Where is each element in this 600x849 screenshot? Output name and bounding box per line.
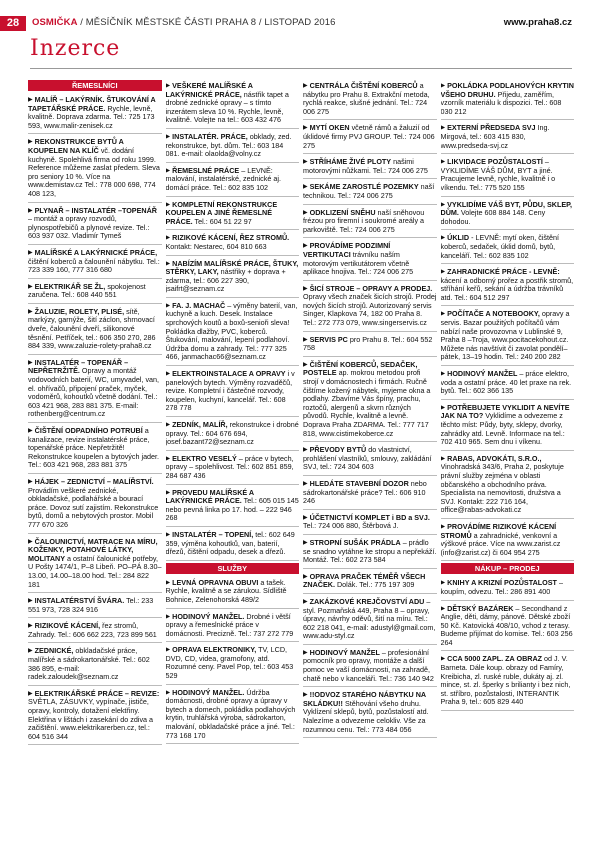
brand-name: OSMIČKA — [32, 17, 78, 28]
bullet-triangle-icon: ▶ — [28, 478, 33, 485]
bullet-triangle-icon: ▶ — [28, 283, 33, 290]
ad-headline: PROVEDU MALÍŘSKÉ A LAKÝRNICKÉ PRÁCE. — [165, 487, 254, 506]
bullet-triangle-icon: ▶ — [28, 97, 33, 103]
ad-headline: ŠICÍ STROJE – OPRAVY A PRODEJ. — [309, 283, 433, 293]
ads-column-1 — [28, 80, 162, 845]
ad-headline: FA. J. MACHAČ — [172, 300, 226, 310]
classified-ad — [166, 232, 300, 255]
ad-body: nebo sádrokartonářské práce? Tel.: 606 910 246 — [303, 478, 427, 506]
ad-headline: ELEKTROINSTALACE A OPRAVY — [172, 369, 286, 379]
ad-body: – prádlo se snadno vytáhne ke stropu a nepřekáží. Montáž. Tel.: 602 273 584 — [303, 537, 437, 565]
classified-ad — [28, 247, 162, 279]
ad-body: Opravy a montáž vodovodních baterií, WC, umyvadel, van, el. ohřívačů, připojení praček, myček, vodoměrů, kohoutků včetně dodání. Tel.: 603 421 968, 283 881 375. E-mail: rothenberg@centrum.cz — [28, 366, 160, 419]
classified-ad — [303, 478, 437, 510]
ad-headline: PŘEVODY BYTŮ — [309, 445, 367, 455]
ad-headline: INSTALATÉR. PRÁCE, — [172, 131, 248, 141]
ad-headline: EXTERNÍ PŘEDSEDA SVJ — [447, 123, 536, 133]
category-header: ŘEMESLNÍCI — [28, 80, 162, 91]
bullet-triangle-icon: ▶ — [165, 531, 171, 538]
ad-headline: STROPNÍ SUŠÁK PRÁDLA — [309, 537, 401, 547]
classified-ad — [28, 688, 162, 746]
ad-body: tel.: 602 649 359, výměna kohoutků, van, baterií, dřezů, čištění odpadu, desek a dřezů. — [165, 529, 295, 557]
ad-headline: OPRAVA ELEKTRONIKY, — [172, 645, 257, 655]
classified-ad — [166, 577, 300, 609]
bullet-triangle-icon: ▶ — [165, 201, 171, 208]
ad-headline: VYKLIDÍME VÁŠ BYT, PŮDU, SKLEP, DŮM. — [440, 199, 572, 218]
ad-headline: HLEDÁTE STAVEBNÍ DOZOR — [309, 478, 409, 488]
ad-headline: NABÍZÍM MALÍŘSKÉ PRÁCE, ŠTUKY, STĚRKY, LAKY, — [165, 258, 299, 277]
ad-body: včetně rámů a žaluzií od úklidové firmy PVJ GROUP. Tel.: 724 006 275 — [303, 123, 435, 150]
ad-body: naší sněhovou frézou pro firemní i soukromé areály a parkoviště. Tel.: 724 006 275 — [303, 207, 425, 234]
classified-ad — [441, 577, 575, 600]
classified-ad — [303, 240, 437, 280]
ad-body: Přijedu, zaměřím, vzorník materiálu k dispozici. Tel.: 608 030 212 — [440, 89, 562, 116]
ad-headline: ZAHRADNICKÉ PRÁCE - LEVNĚ: — [447, 267, 560, 277]
bullet-triangle-icon: ▶ — [165, 83, 171, 89]
ad-headline: POKLÁDKA PODLAHOVÝCH KRYTIN VŠEHO DRUHU. — [440, 81, 574, 99]
bullet-triangle-icon: ▶ — [28, 359, 33, 366]
bullet-triangle-icon: ▶ — [440, 580, 446, 587]
bullet-triangle-icon: ▶ — [165, 489, 171, 496]
classified-ad — [28, 620, 162, 643]
ad-headline: MALÍŘ – LAKÝRNÍK. ŠTUKOVÁNÍ A TAPETÁŘSKÉ PRÁCE. — [28, 95, 156, 113]
bullet-triangle-icon: ▶ — [165, 647, 171, 654]
ad-body: pro Prahu 8. Tel.: 604 552 758 — [303, 334, 433, 353]
category-header: NÁKUP – PRODEJ — [441, 563, 575, 574]
ad-body: Rychle, levně, kvalitně. Doprava zdarma. Tel.: 725 173 593, www.malir-zenisek.cz — [28, 103, 155, 130]
classified-ad — [166, 487, 300, 527]
bullet-triangle-icon: ▶ — [28, 207, 33, 214]
ad-headline: ELEKTRIKÁŘ SE ŽL, — [34, 281, 106, 291]
classified-ad — [166, 300, 300, 366]
ad-headline: ELEKTRIKÁŘSKÉ PRÁCE – REVIZE: — [34, 688, 160, 698]
ad-headline: !!ODVOZ STARÉHO NÁBYTKU NA SKLÁDKU!! — [303, 690, 426, 708]
ad-body: - LEVNĚ: mytí oken, čištění koberců, sedaček, úklid domů, bytů, kanceláří. Tel.: 602 835 102 — [440, 233, 559, 260]
bullet-triangle-icon: ▶ — [165, 455, 171, 462]
ad-body: a kanalizace, revize instalatérské práce, topenářské práce. Nepřetržitě! Rekonstrukce koupelen a bytových jader. Tel.: 603 421 968, 283 881 375 — [28, 426, 160, 470]
ad-body: a tašek. Rychle, kvalitně a se zárukou. Sídliště Bohnice, Zelenohorská 489/2 — [165, 577, 287, 604]
bullet-triangle-icon: ▶ — [303, 692, 308, 699]
ad-headline: VEŠKERÉ MALÍŘSKÉ A LAKÝRNICKÉ PRÁCE, — [165, 81, 253, 99]
classified-ad — [303, 647, 437, 687]
bullet-triangle-icon: ▶ — [165, 167, 171, 174]
ad-body: sítě, markýzy, garnýže, šití záclon, shrnovací dveře, čalounění dveří, silikonové těsnění. Petříček, tel.: 606 350 270, 286 884 339, www.zaluzie-rolety-praha8.cz — [28, 306, 156, 351]
classified-ad — [303, 596, 437, 645]
ad-body: kácení a odborný prořez a postřik stromů, stříhání keřů, sekání a údržba trávníků atd. Tel.: 604 512 297 — [440, 275, 574, 302]
bullet-triangle-icon: ▶ — [440, 125, 446, 132]
bullet-triangle-icon: ▶ — [303, 125, 308, 132]
classified-ad — [441, 232, 575, 264]
bullet-triangle-icon: ▶ — [165, 235, 171, 242]
ad-headline: REKONSTRUKCE BYTŮ A KOUPELEN NA KLÍČ — [28, 137, 124, 155]
ad-headline: ŽALUZIE, ROLETY, PLISÉ, — [34, 306, 125, 316]
ad-headline: ÚČETNICTVÍ KOMPLET i BD a SVJ. — [309, 512, 430, 522]
ad-headline: MALÍŘSKÉ A LAKÝRNICKÉ PRÁCE, — [34, 247, 158, 257]
ad-body: čištění koberců a čalounění nábytku. Tel.: 723 339 160, 777 316 680 — [28, 256, 160, 275]
bullet-triangle-icon: ▶ — [303, 361, 308, 368]
classified-ad — [303, 80, 437, 120]
bullet-triangle-icon: ▶ — [28, 428, 33, 434]
classified-ad — [28, 536, 162, 594]
ad-headline: STŘÍHÁME ŽIVÉ PLOTY — [309, 157, 392, 167]
classified-ad — [28, 357, 162, 423]
classified-ad — [303, 207, 437, 239]
bullet-triangle-icon: ▶ — [165, 371, 171, 378]
classified-ad — [166, 611, 300, 643]
ad-body: Stěhování všeho druhu. Vyklízení sklepů, bytů, pozůstalostí atd. Nalezíme a odvezeme celokliv. Vše za rozumnou cenu. Tel.: 773 484 056 — [303, 698, 429, 734]
classified-ad — [441, 453, 575, 519]
bullet-triangle-icon: ▶ — [440, 455, 446, 462]
bullet-triangle-icon: ▶ — [28, 623, 33, 630]
ad-headline: HODINOVÝ MANŽEL — [309, 647, 380, 657]
ad-headline: KNIHY A KRIZNÍ POZŮSTALOST — [447, 578, 557, 588]
ad-body: a ostatní čalounické potřeby, U Pošty 1474/1, P–8 Libeň. PO–PÁ 8.30–13.00, 14.00–18.00 hod. Tel.: 284 822 181 — [28, 553, 162, 589]
ad-body: ap. mokrou metodou profi strojí v domácnostech i firmách. Ručně čištíme kožený nábytek, myjeme okna a podlahy. Zbavíme Vás špíny, prachu, roztočů, alergenů a skvrn různých původů. Rychle, kvalitně a levně. Doprava Praha ZDARMA. Tel.: 777 717 818, www.cistimekoberce.cz — [303, 368, 431, 438]
ad-body: do vlastnictví, prohlášení vlastníků, smlouvy, zakládání SVJ, tel.: 724 304 603 — [303, 445, 432, 472]
ad-headline: ČALOUNICTVÍ, MATRACE NA MÍRU, KOŽENKY, POTAHOVÉ LÁTKY, MOLITANY — [28, 536, 158, 563]
ad-body: – LEVNĚ: malování, instalatérské, zednické aj. domácí práce. Tel.: 602 835 102 — [165, 165, 281, 192]
classified-ad — [441, 266, 575, 306]
bullet-triangle-icon: ▶ — [28, 139, 33, 146]
ad-body: Vyklidíme a odvezeme z těchto míst: Půdy, byty, sklepy, dvorky, zahrádky atd. Levně. Informace na tel.: 702 410 965. Sem dnu i víkenu. — [440, 411, 565, 447]
ad-body: a nábytku pro Prahu 8. Extrakční metoda, rychlá reakce, slušné jednání. Tel.: 724 006 275 — [303, 81, 430, 116]
ad-headline: PROVÁDÍME RIZIKOVÉ KÁCENÍ STROMŮ — [440, 521, 557, 540]
classified-ad — [303, 334, 437, 357]
page-header — [0, 0, 600, 36]
ad-body: Tel.: 233 551 973, 728 324 916 — [28, 596, 154, 614]
classified-ad — [303, 571, 437, 594]
classified-ad — [166, 368, 300, 417]
classified-ad — [28, 94, 162, 134]
ad-body: – práce elektro, voda a ostatní práce. 40 let praxe na rek. bytů. Tel.: 602 366 135 — [440, 369, 572, 396]
ad-body: naší technikou. Tel.: 724 006 275 — [303, 182, 435, 200]
classified-ad — [303, 156, 437, 179]
bullet-triangle-icon: ▶ — [440, 83, 446, 89]
ad-headline: POTŘEBUJETE VYKLIDIT A NEVÍTE JAK NA TO? — [440, 402, 570, 421]
ad-headline: INSTALATÉRSTVÍ ŠVÁRA. — [34, 596, 125, 606]
ad-headline: LIKVIDACE POZŮSTALOSTÍ — [447, 157, 543, 167]
bullet-triangle-icon: ▶ — [440, 159, 446, 166]
ad-body: – výměny baterií, van, kuchyně a kuch. Desek. Instalace sprchových koutů a boxů-senioři sleva! Pokládka dlažby, PVC, koberců. Štukování, malování, lepení podlahoví. Údržba domu a zahrady. Tel.: 777 325 466, janmachac66@seznam.cz — [165, 300, 298, 362]
bullet-triangle-icon: ▶ — [440, 523, 446, 530]
ad-headline: INSTALATÉR – TOPENÁŘ – NEPŘETRŽITĚ. — [28, 357, 129, 376]
bullet-triangle-icon: ▶ — [28, 648, 33, 655]
ads-column-4 — [441, 80, 575, 845]
ad-body: Údržba domácnosti, drobné opravy a úpravy v bytech a domech, pokládka podlahových krytin, truhlářská výroba, sádrokarton, malování, obkladačské práce a jiné. Tel.: 773 168 170 — [165, 687, 296, 740]
ad-body: Kontakt: Nestarec, 604 810 663 — [165, 241, 267, 251]
ad-headline: ČIŠTĚNÍ KOBERCŮ, SEDAČEK, POSTELE — [303, 359, 418, 378]
classified-ad — [28, 136, 162, 202]
bullet-triangle-icon: ▶ — [165, 613, 171, 620]
bullet-triangle-icon: ▶ — [28, 690, 33, 697]
ads-column-2 — [166, 80, 300, 845]
ad-headline: KOMPLETNÍ REKONSTRUKCE KOUPELEN A JINÉ ŘEMESLNÉ PRÁCE. — [165, 199, 278, 226]
ad-headline: ZEDNÍK, MALÍŘ, — [172, 420, 228, 429]
classified-ad — [303, 537, 437, 569]
bullet-triangle-icon: ▶ — [28, 249, 33, 256]
classified-ad — [303, 689, 437, 738]
classified-ad — [28, 476, 162, 534]
ad-body: i v panelových bytech. Výměny rozvaděčů, revize. Kompletní i částečné rozvody, koupelen, kuchyní, kancelář. Tel.: 608 278 778 — [165, 369, 295, 413]
classified-ad — [166, 419, 300, 451]
ad-headline: LEVNÁ OPRAVNA OBUVI — [172, 577, 259, 587]
classified-ad — [441, 368, 575, 400]
classified-ad — [28, 281, 162, 304]
bullet-triangle-icon: ▶ — [28, 308, 33, 315]
classified-ad — [166, 258, 300, 298]
classified-ad — [441, 122, 575, 154]
ad-body: – styl. Pozmaňská 449, Praha 8 – opravy, úpravy, návrhy oděvů, šití na míru. Tel.: 602 218 041, e-mail: adustyl@gmail.com, www.adu-styl.cz — [303, 596, 436, 641]
bullet-triangle-icon: ▶ — [303, 514, 308, 521]
bullet-triangle-icon: ▶ — [440, 371, 446, 378]
ad-headline: PROVÁDÍME PODZIMNÍ VERTIKUTACI — [303, 241, 391, 259]
classified-ad — [303, 512, 437, 535]
ad-body: obklady, zed. rekonstrukce, byt. dům. Tel.: 603 184 081. e-mail: olaolda@volny.cz — [165, 131, 292, 159]
ad-headline: RIZIKOVÉ KÁCENÍ, ŘEZ STROMŮ. — [172, 233, 290, 243]
classified-ad — [166, 687, 300, 745]
classified-ad — [166, 80, 300, 129]
ad-body: trávníku naším motorovým vertikutátorem včetně aplikace hnojiva. Tel.: 724 006 275 — [303, 249, 414, 277]
ad-body: spokojenost zaručena. Tel.: 608 440 551 — [28, 281, 146, 300]
bullet-triangle-icon: ▶ — [303, 285, 308, 292]
ad-headline: ÚKLID — [447, 233, 470, 243]
bullet-triangle-icon: ▶ — [165, 302, 171, 309]
ad-body: vč. dodání kuchyně. Spolehlivá firma od roku 1999. Reference můžeme zaslat předem. Sleva pro seniory 10 %. Více na www.demistav.cz Tel.: 778 000 698, 774 408 123, — [28, 145, 160, 198]
bullet-triangle-icon: ▶ — [440, 605, 446, 612]
classified-ad — [28, 595, 162, 618]
bullet-triangle-icon: ▶ — [440, 269, 446, 276]
bullet-triangle-icon: ▶ — [165, 422, 171, 428]
ad-headline: ELEKTRO VESELÝ — [172, 453, 237, 463]
classified-ad — [441, 308, 575, 366]
classified-ad — [303, 444, 437, 476]
classified-ad — [303, 181, 437, 204]
classified-ad — [441, 521, 575, 561]
classified-ad — [166, 529, 300, 561]
bullet-triangle-icon: ▶ — [165, 133, 171, 140]
ad-body: Tel.: 724 006 880, Štěrbová J. — [303, 521, 399, 531]
bullet-triangle-icon: ▶ — [303, 649, 308, 656]
bullet-triangle-icon: ▶ — [303, 598, 308, 605]
classified-ad — [166, 199, 300, 231]
classified-ad — [28, 425, 162, 474]
ad-body: od J. V. Barneta. Dále koup. obrazy od Famíry, Kreibicha, zl. ruské ruble, dukáty aj. zl. mince, st. zl. šperky s brilianty i bez nich, st. stříbro, pozůstalosti, INTERANTIK Praha 9, tel.: 605 829 440 — [440, 654, 571, 707]
classified-ad — [441, 653, 575, 711]
bullet-triangle-icon: ▶ — [28, 598, 33, 605]
category-header: SLUŽBY — [166, 563, 300, 574]
ad-headline: SEKÁME ZAROSTLÉ POZEMKY — [309, 182, 419, 192]
ad-body: Dolák. Tel.: 775 197 309 — [336, 580, 415, 590]
ad-body: Ing. Mirgová, tel.: 603 415 830, www.predseda-svj.cz — [440, 123, 550, 150]
ad-headline: CENTRÁLA ČIŠTĚNÍ KOBERCŮ — [309, 81, 418, 90]
ad-headline: POČÍTAČE A NOTEBOOKY, — [447, 309, 540, 319]
classified-ad — [166, 644, 300, 684]
classified-ad — [303, 122, 437, 154]
page-number: 28 — [0, 16, 26, 31]
ad-headline: DĚTSKÝ BAZÁREK — [447, 603, 514, 613]
ad-body: nástřiky + doprava + zdarma, tel.: 606 227 390, jsaifrt@seznam.cz — [165, 267, 286, 294]
bullet-triangle-icon: ▶ — [165, 689, 171, 696]
bullet-triangle-icon: ▶ — [303, 447, 308, 454]
ad-headline: RABAS, ADVOKÁTI, S.R.O., — [447, 453, 542, 463]
classified-ad — [441, 199, 575, 231]
classified-ad — [441, 402, 575, 451]
ad-body: TV, LCD, DVD, CD, videa, gramofony, atd. Rozumné ceny. Pavel Pop, tel.: 603 453 529 — [165, 645, 294, 681]
ad-headline: MYTÍ OKEN — [309, 123, 350, 133]
ad-body: řez stromů, Zahrady. Tel.: 606 662 223, 723 899 561 — [28, 621, 157, 639]
ad-headline: HÁJEK – ZEDNICTVÍ – MALÍŘSTVÍ. — [34, 476, 154, 486]
ad-body: rekonstrukce i drobné opravy. Tel.: 604 676 694, josef.bazant72@seznam.cz — [165, 420, 299, 447]
header-url[interactable]: www.praha8.cz — [503, 17, 572, 28]
ad-body: opravy a servis. Bazar použitých počítačů vám nabízí naše provozovna v Lublinské 9, Praha 8 –Troja, www.pocitacekohout.cz. Můžete nás navštívit či zavolat pondělí–pátek, 13–19 hodin. Tel.: 240 200 282 — [440, 309, 570, 362]
bullet-triangle-icon: ▶ — [165, 579, 171, 586]
ad-body: nástřik tapet a drobné zednické opravy – s tímto inzerátem sleva 10 %. Rychle, levně, kvalitně. Volejte na tel.: 603 432 476 — [165, 89, 289, 125]
ad-body: – montáž a opravy rozvodů, plynospotřebičů a plynové revize. Tel.: 603 937 032. Vladimír Tymeš — [28, 214, 150, 241]
classified-ad — [303, 283, 437, 332]
ad-body: Vinohradská 343/6, Praha 2, poskytuje právní služby zejména v oblasti občanského a obchodního práva. Specialista na nemovitosti, družstva a SVJ. Kontakt: 222 716 164, office@rabas-advokati.cz — [440, 462, 564, 515]
ad-body: obkladačské práce, malířské a sádrokartonářské. Tel.: 602 386 895, e-mail: radek.zaloudek@seznam.cz — [28, 646, 150, 682]
bullet-triangle-icon: ▶ — [303, 159, 308, 166]
ad-headline: RIZIKOVÉ KÁCENÍ, — [34, 621, 101, 631]
bullet-triangle-icon: ▶ — [28, 538, 33, 545]
ad-headline: HODINOVÝ MANŽEL — [447, 369, 518, 379]
ad-body: – VYKLIDÍME VÁŠ DŮM, BYT a jiné. Pracujeme levně, rychle, kvalitně i o víkendu. Tel.: 775 520 155 — [440, 157, 556, 192]
ad-body: Tel.: 605 015 145 nebo pevná linka po 17. hod. – 222 946 268 — [165, 496, 299, 523]
bullet-triangle-icon: ▶ — [303, 209, 308, 216]
section-title: Inzerce — [30, 36, 121, 61]
ad-headline: PLYNAŘ – INSTALATÉR –TOPENÁŘ — [34, 205, 157, 215]
ad-headline: ZAKÁZKOVÉ KREJČOVSTVÍ ADU — [309, 596, 425, 606]
classified-ad — [28, 306, 162, 355]
classified-ad — [166, 165, 300, 197]
ad-headline: INSTALATÉR – TOPENÍ, — [172, 529, 254, 539]
bullet-triangle-icon: ▶ — [303, 480, 308, 487]
ad-body: našimi motorovými nůžkami. Tel.: 724 006 275 — [303, 157, 428, 175]
classified-ad — [303, 359, 437, 442]
ad-body: SVĚTLA, ZÁSUVKY, vypínače, jističe, opravy, kontroly, dotažení elektřiny. Elektřina v lištách i zasekání do zdiva a začištění. www.elektrikarerben.cz, tel.: 604 516 344 — [28, 697, 154, 741]
ad-headline: ŘEMESLNÉ PRÁCE — [172, 165, 240, 175]
bullet-triangle-icon: ▶ — [440, 201, 446, 208]
bullet-triangle-icon: ▶ — [303, 336, 308, 343]
bullet-triangle-icon: ▶ — [303, 573, 308, 580]
ad-body: Opravy všech značek šicích strojů. Prodej nových šicích strojů. Autorizovaný servis Singer, Klapkova 74, 182 00 Praha 8. Tel.: 272 773 079, www.singerservis.cz — [303, 292, 437, 328]
ad-headline: ZEDNICKÉ, — [34, 646, 74, 656]
classified-ad — [441, 603, 575, 652]
ad-body: – práce v bytech, opravy – spolehlivost. Tel.: 602 851 859, 284 687 436 — [165, 453, 294, 480]
bullet-triangle-icon: ▶ — [303, 243, 308, 250]
classified-ad — [166, 453, 300, 485]
bullet-triangle-icon: ▶ — [303, 184, 308, 191]
classified-ad — [28, 645, 162, 685]
ad-headline: OPRAVA PRAČEK TÉMĚŘ VŠECH ZNAČEK. — [303, 571, 426, 590]
ad-body: Tel.: 604 51 22 97 — [194, 216, 252, 226]
ad-headline: HODINOVÝ MANŽEL. — [172, 611, 245, 621]
bullet-triangle-icon: ▶ — [303, 539, 308, 546]
ad-body: – profesionální pomocník pro opravy, montáže a další pomoc ve vaší domácnosti, na zahradě, chatě nebo v kanceláři. Tel.: 736 140 942 — [303, 647, 434, 683]
header-subtitle: / MĚSÍČNÍK MĚSTSKÉ ČÁSTI PRAHA 8 / LISTOPAD 2016 — [77, 17, 336, 28]
header-title — [32, 17, 336, 29]
bullet-triangle-icon: ▶ — [440, 235, 446, 242]
title-divider — [30, 68, 572, 69]
ad-body: Volejte 608 884 148. Ceny dohodou. — [440, 208, 546, 226]
classified-ad — [441, 156, 575, 196]
ads-column-3 — [303, 80, 437, 845]
classified-ad — [166, 131, 300, 163]
ad-headline: CCA 5000 ZAPL. ZA OBRAZ — [447, 654, 543, 664]
ad-body: Drobné i větší opravy a řemeslnické práce v domácnosti. Precizně. Tel.: 737 272 779 — [165, 611, 294, 638]
ad-headline: ODKLIZENÍ SNĚHU — [309, 207, 376, 217]
classified-ad — [28, 205, 162, 245]
ad-body: – koupím, odvezu. Tel.: 286 891 400 — [440, 578, 563, 596]
bullet-triangle-icon: ▶ — [303, 83, 308, 89]
ad-headline: HODINOVÝ MANŽEL. — [172, 687, 245, 697]
bullet-triangle-icon: ▶ — [165, 260, 171, 267]
ad-headline: SERVIS PC — [309, 334, 348, 344]
ad-body: Provádím veškeré zednické, obkladačské, podlahářské a bourací práce. Dovoz sutí zajistím. Rekonstrukce bytů, domů a nebytových prostor. Mobil 777 670 326 — [28, 485, 159, 529]
classified-ad — [441, 80, 575, 120]
bullet-triangle-icon: ▶ — [440, 656, 446, 663]
ads-columns — [28, 80, 574, 845]
ad-body: – Secondhand z Anglie, děti, dámy, pánové. Dětské zboží 50 Kč. Katovická 408/10, vchod z terasy. Budeme přijímat do komise. Tel.: 603 256 264 — [440, 603, 573, 647]
bullet-triangle-icon: ▶ — [440, 311, 446, 318]
ad-headline: ČIŠTĚNÍ ODPADNÍHO POTRUBÍ — [34, 426, 143, 435]
bullet-triangle-icon: ▶ — [440, 404, 446, 411]
ad-body: a zahradnické, venkovní a výškové práce. Více na www.zarist.cz (info@zarist.cz) či 604 954 275 — [440, 530, 561, 557]
